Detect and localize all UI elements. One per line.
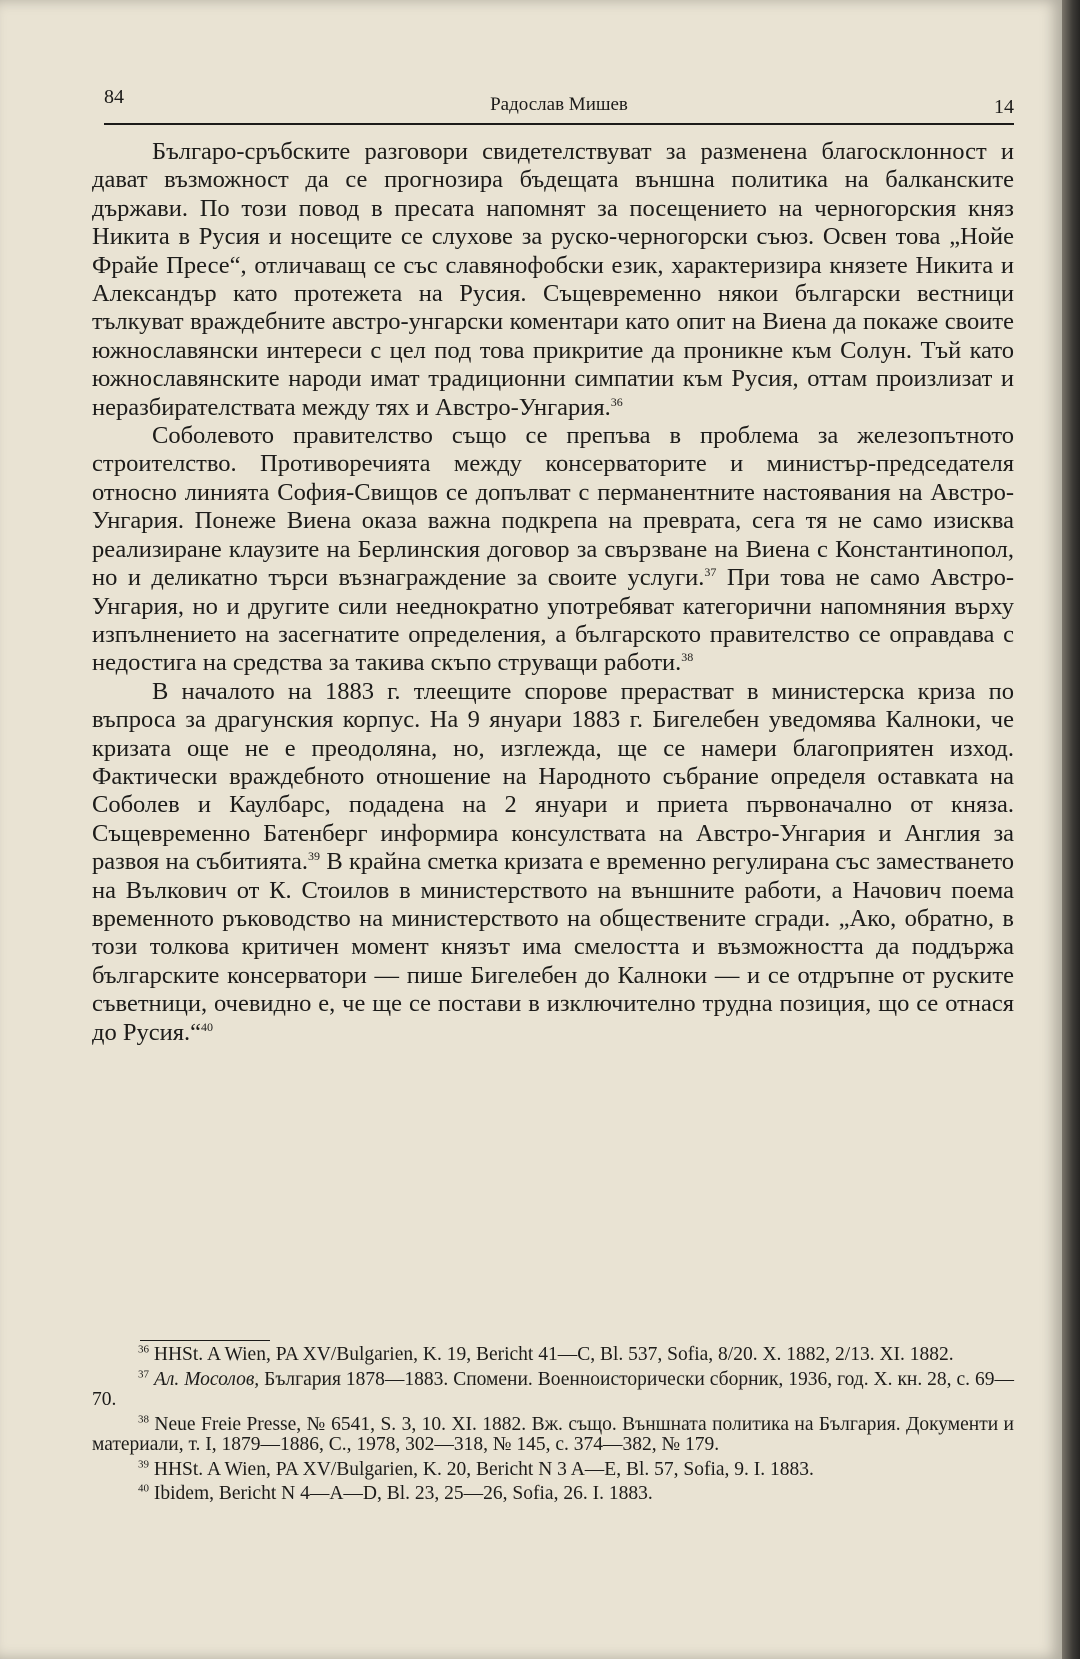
footnote-text: България 1878—1883. Спомени. Военноисторически сборник, 1936, год. X. кн. 28, с. 69—70.: [92, 1368, 1014, 1410]
footnote-number: 38: [138, 1413, 149, 1425]
footnote-36: [92, 1345, 1014, 1366]
footnote-text: HHSt. A Wien, PA XV/Bulgarien, K. 20, Bericht N 3 A—E, Bl. 57, Sofia, 9. I. 1883.: [153, 1458, 814, 1480]
footnote-ref-36: 36: [610, 394, 623, 409]
footnote-39: [92, 1460, 1014, 1481]
footnote-37: [92, 1370, 1014, 1411]
paragraph-3-text-b: В крайна сметка кризата е временно регулирана със заместването на Вълкович от К. Стоилов в министерството на външните работи, а Начович поема временното ръководство на министерството на обществените сгради. „Ако, обратно, в този толкова критичен момент князът има смелостта и възможността да поддържа българските консерватори — пише Бигелебен до Калноки — и се отдръпне от руските съветници, очевидно е, че ще се постави в изключително трудна позиция, що се отнася до Русия.“: [92, 848, 1014, 1046]
footnote-number: 39: [138, 1458, 149, 1470]
paragraph-1: [92, 138, 1014, 422]
book-spine-edge: [1062, 0, 1080, 1659]
page-number: 84: [104, 86, 124, 108]
running-head-author: Радослав Мишев: [490, 94, 628, 115]
footnote-ref-39: 39: [308, 849, 321, 863]
footnote-number: 36: [138, 1343, 149, 1356]
footnote-number: 40: [138, 1482, 149, 1495]
paragraph-3: [92, 678, 1014, 1047]
footnote-text: Ibidem, Bericht N 4—A—D, Bl. 23, 25—26, Sofia, 26. I. 1883.: [153, 1483, 653, 1504]
footnote-rule: [140, 1340, 270, 1341]
footnote-ref-37: 37: [704, 564, 717, 579]
footnotes: [92, 1345, 1014, 1509]
paragraph-2-text-a: Соболевото правителство също се препъва в проблема за железопътното строителство. Противоречията между консерваторите и министър-председателя относно линията София-Свищов се допълват с перманентните настоявания на Австро-Унгария. Понеже Виена оказа важна подкрепа на преврата, сега тя не само изисква реализиране клаузите на Берлинския договор за свързване на Виена с Константинопол, но и деликатно търси възнаграждение за своите услуги.: [92, 422, 1014, 592]
paragraph-1-text: Българо-сръбските разговори свидетелствуват за разменена благосклонност и дават възможност да се прогнозира бъдещата външна политика на балканските държави. По този повод в пресата напомнят за посещението на черногорския княз Никита в Русия и носещите се слухове за руско-черногорски съюз. Освен това „Нойе Фрайе Пресе“, отличаващ се със славянофобски език, характеризира князете Никита и Александър като протежета на Русия. Същевременно някои български вестници тълкуват враждебните австро-унгарски коментари като опит на Виена да покаже своите южнославянски интереси с цел под това прикритие да проникне към Солун. Тъй като южнославянските народи имат традиционни симпатии към Русия, оттам произлизат и неразбирателствата между тях и Австро-Унгария.: [92, 138, 1014, 421]
running-header: [104, 86, 1014, 122]
footnote-ref-38: 38: [681, 650, 694, 665]
footnote-number: 37: [138, 1368, 149, 1380]
footnote-40: [92, 1484, 1014, 1505]
footnote-38: [92, 1415, 1014, 1456]
footnote-author: Ал. Мосолов,: [153, 1368, 260, 1390]
header-rule: [104, 123, 1014, 125]
footnote-text: Neue Freie Presse, № 6541, S. 3, 10. XI. 1882. Вж. също. Външната политика на България. Документи и материали, т. I, 1879—1886, С., 1978, 302—318, № 145, с. 374—382, № 179.: [92, 1413, 1014, 1455]
main-text: [92, 138, 1014, 1047]
footnote-text: HHSt. A Wien, PA XV/Bulgarien, K. 19, Bericht 41—C, Bl. 537, Sofia, 8/20. X. 1882, 2/13. XI. 1882.: [153, 1344, 954, 1365]
chapter-number: 14: [994, 96, 1014, 118]
paragraph-2-text-b: При това не само Австро-Унгария, но и другите сили нееднократно употребяват категорични напомняния върху изпълнението на засегнатите определения, а българското правителство се оправдава с недостига на средства за такива скъпо струващи работи.: [92, 564, 1014, 677]
paragraph-2: [92, 422, 1014, 678]
paragraph-3-text-a: В началото на 1883 г. тлеещите спорове прерастват в министерска криза по въпроса за драгунския корпус. На 9 януари 1883 г. Бигелебен уведомява Калноки, че кризата още не е преодоляна, но, изглежда, ще се намери благоприятен изход. Фактически враждебното отношение на Народното събрание определя оставката на Соболев и Каулбарс, подадена на 2 януари и приета първоначално от княза. Същевременно Батенберг информира консулствата на Австро-Унгария и Англия за развоя на събитията.: [92, 677, 1014, 876]
footnote-ref-40: 40: [200, 1019, 213, 1034]
